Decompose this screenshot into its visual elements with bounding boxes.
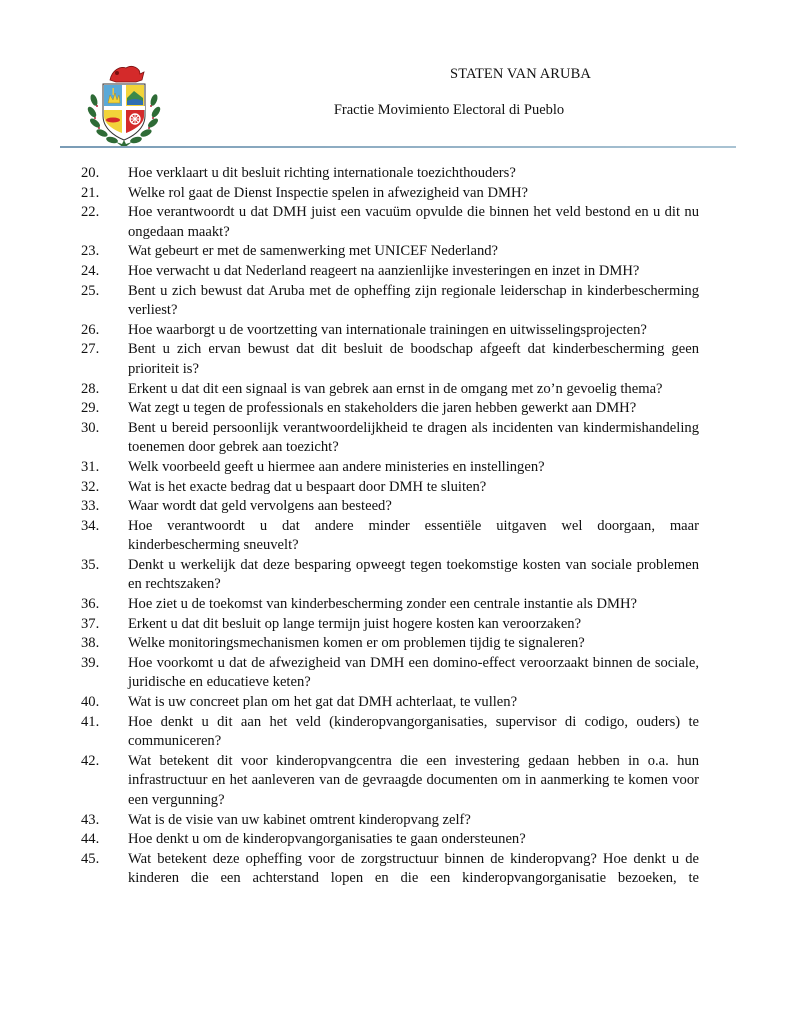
question-text: Hoe verklaart u dit besluit richting internationale toezichthouders? [128, 165, 516, 181]
question-number: 31. [81, 458, 100, 475]
question-text: Erkent u dat dit een signaal is van gebrek aan ernst in de omgang met zo’n gevoelig thema? [128, 380, 663, 397]
question-number: 36. [81, 596, 100, 613]
question-item [0, 340, 791, 379]
question-item [0, 497, 791, 517]
question-text: Wat is uw concreet plan om het gat dat DMH achterlaat, te vullen? [128, 694, 518, 711]
question-item [0, 184, 791, 204]
question-number: 39. [81, 654, 100, 671]
question-text: Denkt u werkelijk dat deze besparing opweegt tegen toekomstige kosten van sociale problemen en rechtszaken? [128, 556, 699, 593]
question-text: Wat betekent dit voor kinderopvangcentra die een investering gedaan hebben in o.a. hun infrastructuur en het aanleveren van de gevraagde documenten om in aanmerking te komen voor een vergunning? [128, 752, 699, 808]
question-text: Wat betekent deze opheffing voor de zorgstructuur binnen de kinderopvang? Hoe denkt u de kinderen die een achterstand lopen en die een kinderopvangorganisatie bezoeken, te [128, 850, 699, 887]
question-item [0, 419, 791, 458]
question-text: Wat zegt u tegen de professionals en stakeholders die jaren hebben gewerkt aan DMH? [128, 400, 637, 417]
header-divider [60, 146, 736, 148]
question-text: Hoe denkt u om de kinderopvangorganisaties te gaan ondersteunen? [128, 831, 526, 848]
question-text: Bent u zich ervan bewust dat dit besluit de boodschap afgeeft dat kinderbescherming geen prioriteit is? [128, 341, 699, 377]
question-text: Bent u bereid persoonlijk verantwoordelijkheid te dragen als incidenten van kindermishandeling toenemen door gebrek aan toezicht? [128, 419, 699, 456]
question-number: 23. [81, 243, 100, 260]
question-item [0, 654, 791, 693]
question-item [0, 752, 791, 811]
question-number: 20. [81, 165, 100, 181]
question-text: Welk voorbeeld geeft u hiermee aan andere ministeries en instellingen? [128, 458, 545, 475]
question-item [0, 811, 791, 831]
question-number: 37. [81, 615, 100, 632]
question-item [0, 262, 791, 282]
question-number: 32. [81, 478, 100, 495]
question-number: 45. [81, 850, 100, 867]
question-item [0, 282, 791, 321]
question-item [0, 830, 791, 850]
question-item [0, 242, 791, 262]
question-number: 43. [81, 811, 100, 828]
question-text: Wat is de visie van uw kabinet omtrent kinderopvang zelf? [128, 811, 471, 828]
question-text: Hoe verantwoordt u dat andere minder essentiële uitgaven wel doorgaan, maar kinderbescherming sneuvelt? [128, 517, 699, 554]
question-item [0, 478, 791, 498]
document-title-text: STATEN VAN ARUBA [450, 66, 591, 82]
question-text: Hoe ziet u de toekomst van kinderbescherming zonder een centrale instantie als DMH? [128, 596, 637, 613]
question-item [0, 203, 791, 242]
question-number: 33. [81, 498, 100, 515]
question-text: Hoe verantwoordt u dat DMH juist een vacuüm opvulde die binnen het veld bestond en u dit nu ongedaan maakt? [128, 204, 699, 240]
question-number: 40. [81, 694, 100, 711]
question-text: Wat gebeurt er met de samenwerking met UNICEF Nederland? [128, 243, 499, 260]
question-item [0, 458, 791, 478]
question-number: 24. [81, 262, 100, 279]
question-item [0, 713, 791, 752]
document-subtitle-text: Fractie Movimiento Electoral di Pueblo [333, 102, 565, 118]
question-text: Hoe denkt u dit aan het veld (kinderopvangorganisaties, supervisor di codigo, ouders) te communiceren? [128, 713, 699, 750]
question-number: 30. [81, 419, 100, 436]
question-text: Wat is het exacte bedrag dat u bespaart door DMH te sluiten? [128, 478, 487, 495]
question-item [0, 595, 791, 615]
question-list [0, 164, 791, 889]
document-title [0, 66, 791, 83]
question-number: 41. [81, 713, 100, 730]
question-text: Welke monitoringsmechanismen komen er om problemen tijdig te signaleren? [128, 635, 585, 652]
question-item [0, 556, 791, 595]
question-number: 27. [81, 341, 100, 358]
question-text: Waar wordt dat geld vervolgens aan besteed? [128, 498, 392, 515]
question-number: 42. [81, 752, 100, 769]
question-item [0, 380, 791, 400]
question-number: 38. [81, 635, 100, 652]
question-number: 28. [81, 380, 100, 397]
question-number: 35. [81, 556, 100, 573]
question-text: Hoe voorkomt u dat de afwezigheid van DMH een domino-effect veroorzaakt binnen de sociale, juridische en educatieve keten? [128, 654, 699, 691]
question-item [0, 164, 791, 184]
question-text: Hoe waarborgt u de voortzetting van internationale trainingen en uitwisselingsprojecten? [128, 321, 647, 338]
letterhead [0, 0, 791, 150]
question-item [0, 321, 791, 341]
question-item [0, 850, 791, 889]
question-number: 29. [81, 400, 100, 417]
question-item [0, 693, 791, 713]
question-number: 44. [81, 831, 100, 848]
question-item [0, 634, 791, 654]
question-item [0, 399, 791, 419]
question-number: 26. [81, 321, 100, 338]
question-number: 25. [81, 282, 100, 299]
question-text: Erkent u dat dit besluit op lange termijn juist hogere kosten kan veroorzaken? [128, 615, 582, 632]
question-text: Welke rol gaat de Dienst Inspectie spelen in afwezigheid van DMH? [128, 184, 529, 201]
question-text: Hoe verwacht u dat Nederland reageert na aanzienlijke investeringen en inzet in DMH? [128, 262, 640, 279]
question-item [0, 615, 791, 635]
question-item [0, 517, 791, 556]
question-number: 22. [81, 204, 100, 221]
question-number: 21. [81, 184, 100, 201]
question-text: Bent u zich bewust dat Aruba met de opheffing zijn regionale leiderschap in kinderbescherming verliest? [128, 282, 699, 319]
question-number: 34. [81, 517, 100, 534]
